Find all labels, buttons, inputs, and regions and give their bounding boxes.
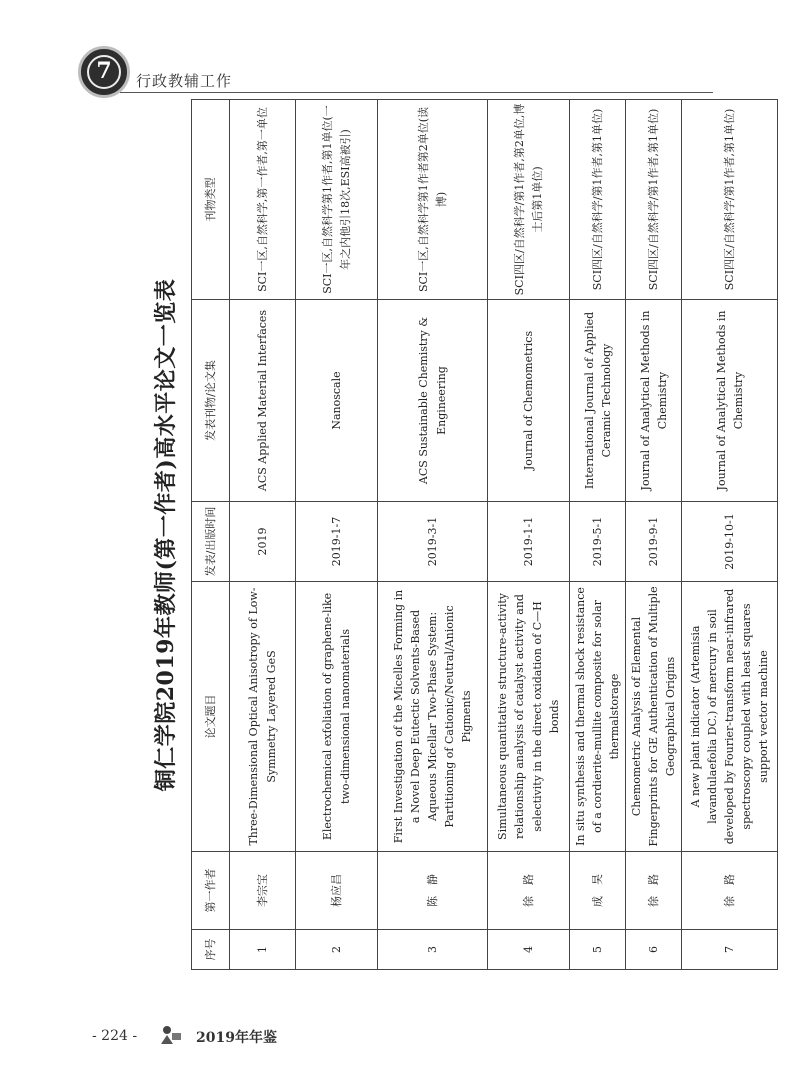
section-title: 行政教辅工作 — [136, 72, 233, 90]
cell-date: 2019-10-1 — [682, 502, 778, 582]
table-row — [296, 100, 378, 970]
cell-journal: ACS Sustainable Chemistry & Engineering — [378, 300, 488, 502]
table-row — [570, 100, 626, 970]
cell-type: SCI一区,自然科学,第一作者,第一单位 — [230, 100, 296, 300]
yearbook-title: 2019年年鉴 — [196, 1030, 277, 1046]
cell-date: 2019-3-1 — [378, 502, 488, 582]
cell-no: 4 — [488, 930, 570, 970]
table-row — [626, 100, 682, 970]
table-header-row — [192, 100, 230, 970]
cell-author: 徐 路 — [626, 852, 682, 930]
col-header-type: 刊物类型 — [192, 100, 230, 300]
cell-author: 李宗宝 — [230, 852, 296, 930]
col-header-no: 序号 — [192, 930, 230, 970]
cell-date: 2019-5-1 — [570, 502, 626, 582]
cell-date: 2019 — [230, 502, 296, 582]
reading-figure-icon — [158, 1024, 184, 1046]
cell-journal: Journal of Chemometrics — [488, 300, 570, 502]
cell-date: 2019-1-1 — [488, 502, 570, 582]
paper-list-table — [191, 99, 778, 970]
cell-no: 7 — [682, 930, 778, 970]
cell-type: SCI四区/自然科学/第1作者,第1单位) — [682, 100, 778, 300]
cell-journal: ACS Applied Material Interfaces — [230, 300, 296, 502]
cell-date: 2019-1-7 — [296, 502, 378, 582]
page-number: - 224 - — [92, 1028, 138, 1044]
col-header-date: 发表/出版时间 — [192, 502, 230, 582]
cell-title: Simultaneous quantitative structure-activity relationship analysis of catalyst activity and selectivity in the direct oxidation of C—H bonds — [488, 582, 570, 852]
table-row — [378, 100, 488, 970]
cell-type: SCI四区/自然科学/第1作者,第2单位,博士后第1单位) — [488, 100, 570, 300]
table-row — [488, 100, 570, 970]
cell-type: SCI四区/自然科学/第1作者,第1单位) — [626, 100, 682, 300]
cell-author: 陈 静 — [378, 852, 488, 930]
cell-journal: International Journal of Applied Ceramic Technology — [570, 300, 626, 502]
cell-author: 杨应昌 — [296, 852, 378, 930]
cell-type: SCI一区,自然科学第1作者第2单位(读博) — [378, 100, 488, 300]
header-divider — [120, 92, 713, 93]
cell-no: 2 — [296, 930, 378, 970]
cell-title: Chemometric Analysis of Elemental Fingerprints for GE Authentication of Multiple Geographical Origins — [626, 582, 682, 852]
logo-number: 7 — [96, 58, 112, 84]
cell-no: 5 — [570, 930, 626, 970]
rotated-table-container — [147, 100, 771, 970]
cell-type: SCI四区/自然科学/第1作者,第1单位) — [570, 100, 626, 300]
cell-title: A new plant indicator (Artemisia lavandulaefolia DC.) of mercury in soil developed by Fourier-transform near-infrared spectroscopy coupled with least squares support vector machine — [682, 582, 778, 852]
cell-author: 徐 路 — [488, 852, 570, 930]
university-logo — [78, 46, 130, 98]
col-header-author: 第一作者 — [192, 852, 230, 930]
cell-no: 6 — [626, 930, 682, 970]
cell-title: In situ synthesis and thermal shock resistance of a cordierite-mullite composite for solar thermalstorage — [570, 582, 626, 852]
cell-type: SCI一区,自然科学第1作者,第1单位(一年之内他引18次,ESI高被引) — [296, 100, 378, 300]
cell-journal: Journal of Analytical Methods in Chemistry — [682, 300, 778, 502]
cell-no: 3 — [378, 930, 488, 970]
cell-title: Electrochemical exfoliation of graphene-like two-dimensional nanomaterials — [296, 582, 378, 852]
cell-author: 成 昊 — [570, 852, 626, 930]
cell-journal: Journal of Analytical Methods in Chemistry — [626, 300, 682, 502]
cell-journal: Nanoscale — [296, 300, 378, 502]
cell-date: 2019-9-1 — [626, 502, 682, 582]
cell-title: First Investigation of the Micelles Forming in a Novel Deep Eutectic Solvents-Based Aqueous Micellar Two-Phase System: Partitioning of Cationic/Neutral/Anionic Pigments — [378, 582, 488, 852]
table-row — [682, 100, 778, 970]
cell-title: Three-Dimensional Optical Anisotropy of Low-Symmetry Layered GeS — [230, 582, 296, 852]
col-header-title: 论文题目 — [192, 582, 230, 852]
table-row — [230, 100, 296, 970]
cell-no: 1 — [230, 930, 296, 970]
table-title: 铜仁学院2019年教师(第一作者)高水平论文一览表 — [153, 278, 179, 792]
cell-author: 徐 路 — [682, 852, 778, 930]
col-header-journal: 发表刊物/论文集 — [192, 300, 230, 502]
